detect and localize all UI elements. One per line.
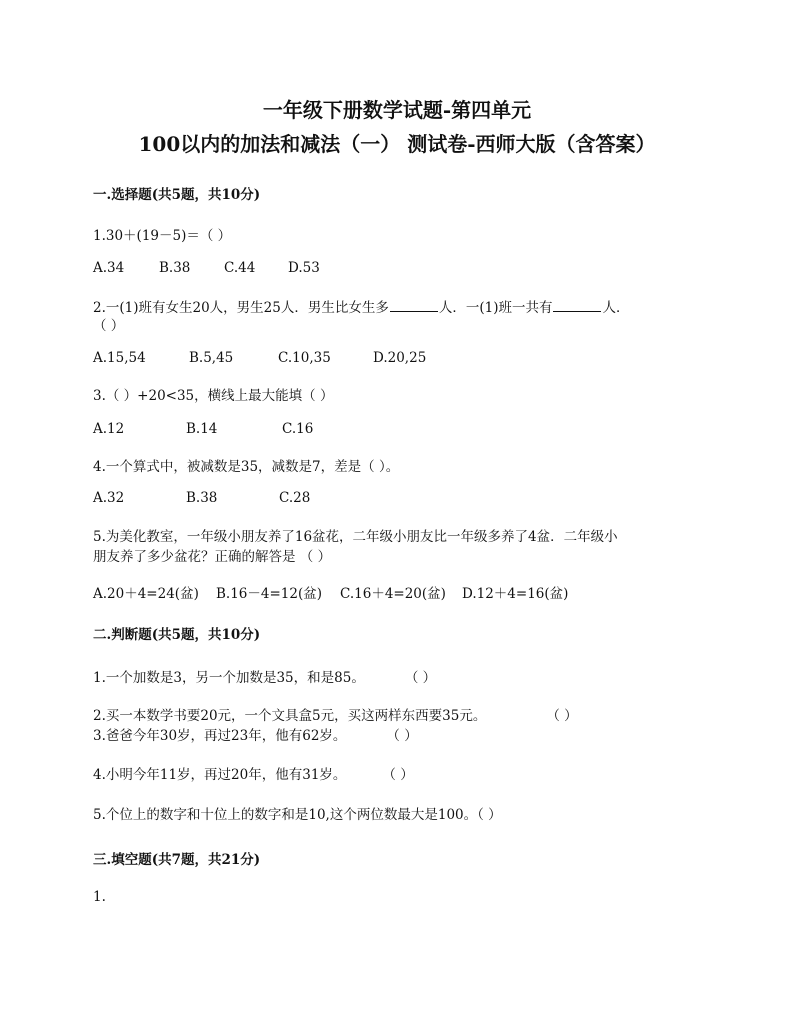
judge-q2-bracket[interactable]: （ ） <box>546 708 578 724</box>
judge-q4-bracket[interactable]: （ ） <box>382 767 414 783</box>
judge-q3 <box>93 724 418 744</box>
choice-q2-text <box>93 296 629 316</box>
section-fill-heading: 三.填空题(共7题，共21分) <box>93 852 261 868</box>
doc-title-line-2: 100以内的加法和减法（一） 测试卷-西师大版（含答案） <box>138 132 656 156</box>
choice-q4-option-c[interactable]: C.28 <box>279 490 311 506</box>
choice-q2-option-a[interactable]: A.15,54 <box>93 350 146 366</box>
choice-q1-options <box>93 260 320 276</box>
section-choice-heading: 一.选择题(共5题，共10分) <box>93 187 261 203</box>
choice-q5-options <box>93 582 568 602</box>
judge-q3-text: 3.爸爸今年30岁，再过23年，他有62岁。 <box>93 728 347 744</box>
choice-q1-option-a[interactable]: A.34 <box>93 260 125 276</box>
choice-q1-option-d[interactable]: D.53 <box>288 260 320 276</box>
judge-q4 <box>93 763 414 783</box>
choice-q1-option-b[interactable]: B.38 <box>159 260 191 276</box>
choice-q2-option-d[interactable]: D.20,25 <box>373 350 427 366</box>
choice-q3-options <box>93 421 313 437</box>
choice-q2-option-c[interactable]: C.10,35 <box>278 350 331 366</box>
choice-q2-bracket: （ ） <box>93 318 125 334</box>
choice-q1-text: 1.30＋(19－5)＝（ ） <box>93 228 232 244</box>
judge-q1-bracket[interactable]: （ ） <box>404 670 437 686</box>
choice-q4-text: 4.一个算式中，被减数是35，减数是7，差是（ ）。 <box>93 459 400 475</box>
judge-q2-text: 2.买一本数学书要20元，一个文具盒5元，买这两样东西要35元。 <box>93 708 487 724</box>
choice-q3-option-c[interactable]: C.16 <box>282 421 314 437</box>
choice-q4-option-a[interactable]: A.32 <box>93 490 125 506</box>
choice-q2-options <box>93 350 426 366</box>
judge-q4-text: 4.小明今年11岁，再过20年，他有31岁。 <box>93 767 347 783</box>
choice-q5-option-d[interactable]: D.12＋4=16(盆) <box>462 586 569 602</box>
section-judge-heading: 二.判断题(共5题，共10分) <box>93 627 261 643</box>
choice-q2-part-2: 人．一(1)班一共有 <box>438 300 553 316</box>
answer-blank[interactable] <box>553 299 601 312</box>
judge-q5-text: 5.个位上的数字和十位上的数字和是10,这个两位数最大是100。（ ） <box>93 807 502 823</box>
choice-q4-options <box>93 490 310 506</box>
choice-q2-option-b[interactable]: B.5,45 <box>189 350 234 366</box>
judge-q3-bracket[interactable]: （ ） <box>386 728 418 744</box>
choice-q2-part-1: 2.一(1)班有女生20人，男生25人．男生比女生多 <box>93 300 389 316</box>
choice-q1-option-c[interactable]: C.44 <box>224 260 256 276</box>
choice-q5-option-b[interactable]: B.16－4=12(盆) <box>216 586 323 602</box>
choice-q3-text: 3.（ ）+20<35，横线上最大能填（ ） <box>93 388 334 404</box>
choice-q2-part-3: 人． <box>602 300 630 316</box>
choice-q3-option-b[interactable]: B.14 <box>186 421 218 437</box>
judge-q1-text: 1.一个加数是3，另一个加数是35，和是85。 <box>93 670 365 686</box>
judge-q2 <box>93 704 578 724</box>
choice-q5-option-a[interactable]: A.20＋4=24(盆) <box>93 586 199 602</box>
choice-q4-option-b[interactable]: B.38 <box>186 490 218 506</box>
answer-blank[interactable] <box>390 299 438 312</box>
choice-q5-option-c[interactable]: C.16＋4=20(盆) <box>340 586 446 602</box>
judge-q1 <box>93 666 436 686</box>
choice-q3-option-a[interactable]: A.12 <box>93 421 125 437</box>
choice-q5-line-1: 5.为美化教室，一年级小朋友养了16盆花，二年级小朋友比一年级多养了4盆．二年级小 <box>93 529 618 545</box>
choice-q5-line-2: 朋友养了多少盆花？正确的解答是 （ ） <box>93 549 332 565</box>
fill-q1-text: 1. <box>93 889 106 905</box>
doc-title-line-1: 一年级下册数学试题-第四单元 <box>262 98 532 122</box>
